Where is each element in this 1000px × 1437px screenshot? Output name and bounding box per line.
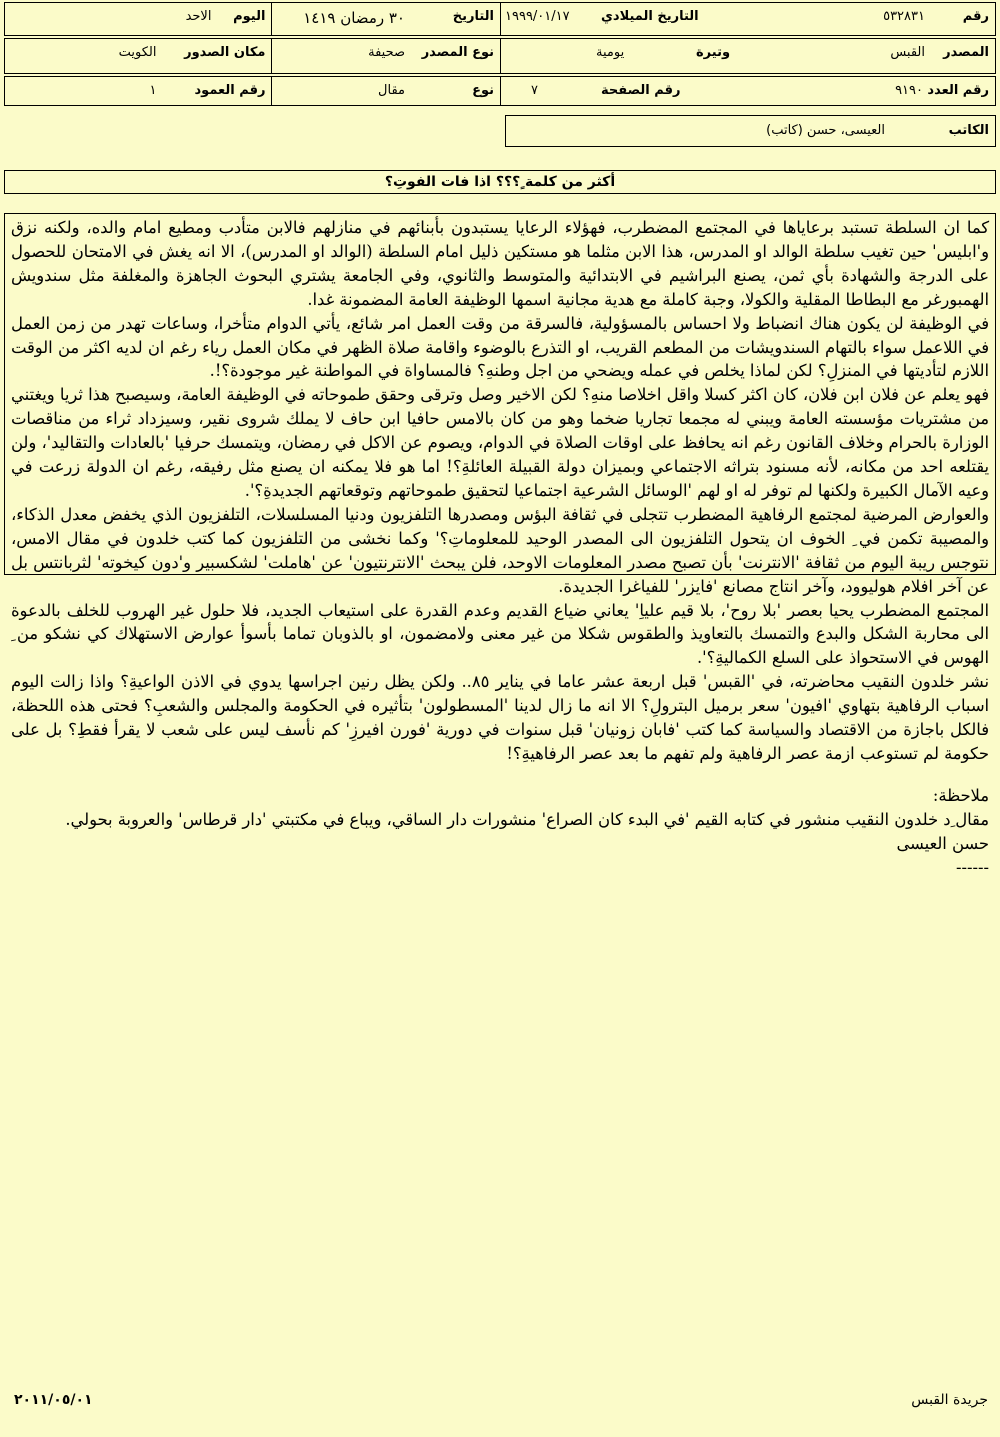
meta-source-cell	[500, 39, 995, 73]
issue-label: رقم العدد	[927, 83, 989, 98]
meta-row-1	[4, 2, 996, 36]
author-value: العيسى، حسن (كاتب)	[766, 123, 885, 138]
paragraph: في الوظيفة لن يكون هناك انضباط ولا احساس بالمسؤولية، فالسرقة من وقت العمل امر شائع، يأتي الدوام متأخرا، وساعات تهدر من زمن العمل في اللاعمل سواء بالتهام السندويشات من المطعم القريب، او التذرع بالوضوء واقامة صلاة الظهر في مكان العمل رياء رغم ان لديه اكثر من الوقت اللازم لتأديتها في المنزلِ؟ لكن لماذا يخلص في عمله ويضحي من اجل وطنهِ؟ فالمساواة في المواطنة غير موجودة؟!.	[11, 313, 989, 381]
hijri-date-label: التاريخ	[452, 9, 494, 24]
type-label: نوع	[472, 83, 494, 98]
meta-issue-cell	[500, 77, 995, 105]
meta-row-3	[4, 76, 996, 106]
meta-row-2	[4, 38, 996, 74]
meta-hijri-cell	[271, 3, 500, 35]
page-number-label: رقم الصفحة	[601, 83, 681, 98]
article-title: أكثر من كلمة ٍ؟؟؟ اذا فات الفوتِ؟	[4, 170, 996, 194]
frequency-value: يومية	[596, 45, 625, 60]
day-value: الاحد	[185, 9, 212, 24]
gregorian-date-label: التاريخ الميلادي	[601, 9, 699, 24]
meta-number-cell	[500, 3, 995, 35]
paragraph: المجتمع المضطرب يحيا بعصر 'بلا روح'، بلا قيم علياِ' يعاني ضياع القديم وعدم القدرة على استيعاب الجديد، فلا حلول غير الهروب للخلف بالدعوة الى محاربة الشكل والبدع والتمسك بالتعاويذ والطقوس شكلا من غير معنى ولامضمون، او بالذوبان تماما بأسوأ عوارض الاستهلاك كي نشكو من ِ الهوس في الاستحواذ على السلع الكماليةِ؟'.	[11, 600, 989, 668]
note-label: ملاحظة:	[932, 785, 989, 805]
signature: حسن العيسى	[896, 833, 989, 853]
hijri-date-value: ٣٠ رمضان ١٤١٩	[303, 9, 405, 27]
day-label: اليوم	[233, 9, 266, 24]
meta-source-type-cell	[271, 39, 500, 73]
paragraph: نشر خلدون النقيب محاضرته، في 'القبس' قبل اربعة عشر عاما في يناير ٨٥.. ولكن يظل رنين اجراسها يدوي في الاذن الواعيةِ؟ واذا زالت اليوم اسباب الرفاهية بتهاوي 'افيون' سعر برميل البترولِ؟ الا انه ما زال لدينا 'المسطولون' بتأثيره في الحكومة والمجلس والشعبِ؟ فحتى هذه اللحظة، فالكل باجازة من الاقتصاد والسياسة كما كتب 'فابان زونيان' قبل سنوات في دورية 'فورن افيرزِ' كم نأسف ليس على شعب لا يقرأ فقطِ؟ بل على حكومة لم تستوعب ازمة عصر الرفاهية ولم تفهم ما بعد عصر الرفاهيةِ؟!	[11, 672, 989, 763]
meta-day-cell	[5, 3, 271, 35]
place-label: مكان الصدور	[184, 45, 266, 60]
meta-type-cell	[271, 77, 500, 105]
paragraph: والعوارض المرضية لمجتمع الرفاهية المضطرب تتجلى في ثقافة البؤس ومصدرها التلفزيون ودنيا المسلسلات، التلفزيون الذي يخفض معدل الذكاء، والمصيبة تكمن في ِ الخوف ان يتحول التلفزيون الى المصدر الوحيد للمعلوماتِ؟' وكما نخشى من التلفزيون كما كتب خلدون في مقال الامس، نتوجس ريبة اليوم من ثقافة 'الانترنت' بأن تصبح مصدر المعلومات الاوحد، فلن يبحث 'الانترنتيون' عن 'هاملت' لشكسبير و'دون كيخوته' لثربانتس بل عن آخر افلام هوليوود، وآخر انتاج مصانع 'فايزر' للفياغرا الجديدة.	[11, 504, 989, 596]
note-text: مقال ِد خلدون النقيب منشور في كتابه القيم 'في البدء كان الصراع' منشورات دار الساقي، ويباع في مكتبتي 'دار قرطاس' والعروبة بحولي.	[65, 809, 989, 829]
author-label: الكاتب	[948, 123, 989, 138]
paragraph: كما ان السلطة تستبد برعاياها في المجتمع المضطرب، فهؤلاء الرعايا يستبدون بأبنائهم في منازلهم فالابن متأدب ومطيع امام والده، ولكنه نزق و'ابليس' حين تغيب سلطة الوالد او المدرس، هذا الابن مثلما هو مستكين ذليل امام السلطة (الوالد او المدرس)، الا انه يغش في الامتحان للحصول على الدرجة والشهادة بأي ثمن، يصنع البراشيم في الابتدائية والمتوسط والثانوي، وفي الجامعة يشتري البحوث الجاهزة والمغلفة مثل سندويش الهمبورغر مع البطاطا المقلية والكولا، وجبة كاملة مع هدية مجانية اسمها الوظيفة العامة المضمونة غدا.	[11, 218, 989, 309]
type-value: مقال	[378, 83, 405, 98]
frequency-label: وتيرة	[696, 45, 731, 60]
column-value: ١	[149, 83, 157, 98]
author-box	[505, 115, 996, 147]
footer-source: جريدة القبس	[911, 1392, 988, 1408]
column-label: رقم العمود	[194, 83, 266, 98]
meta-column-cell	[5, 77, 271, 105]
place-value: الكويت	[118, 45, 157, 60]
footer-date: ٢٠١١/٠٥/٠١	[14, 1392, 93, 1408]
meta-place-cell	[5, 39, 271, 73]
dashes: ------	[955, 857, 989, 877]
page-number-value: ٧	[531, 83, 538, 98]
source-value: القبس	[890, 45, 925, 60]
paragraph: فهو يعلم عن فلان ابن فلان، كان اكثر كسلا واقل اخلاصا منهِ؟ لكن الاخير وصل وترقى وحقق طموحاته في الوظيفة العامة، وسيصبح هذا ثريا ويغتني من مشتريات مؤسسته العامة ويبني له مجمعا تجاريا ضخما وهو من كان بالامس حافيا ابن حاف لا يملك شروى نقير، وسيزداد ثراء من مناقصات الوزارة بالحرام وخلاف القانون رغم انه يحافظ على اوقات الصلاة في الدوام، ويصوم عن الاكل في رمضان، ويتمسك حرفيا 'بالعادات والتقاليد'، ولن يقتلعه احد من مكانه، لأنه مسنود بتراثه الاجتماعي وبميزان دولة القبيلة العائلةِ؟! اما هو فلا يمكنه ان يصنع مثل رفيقه، رغم ان الدولة زرعت في وعيه الآمال الكبيرة ولكنها لم توفر له او لهم 'الوسائل الشرعية اجتماعيا لتحقيق طموحاتهم وتوقعاتهم الجديدةِ؟'.	[11, 385, 989, 500]
source-type-label: نوع المصدر	[421, 45, 494, 60]
source-type-value: صحيفة	[368, 45, 405, 60]
article-body	[4, 213, 996, 877]
gregorian-date-value: ١٩٩٩/٠١/١٧	[505, 9, 570, 24]
number-label: رقم	[962, 9, 989, 24]
source-label: المصدر	[943, 45, 989, 60]
number-value: ٥٣٢٨٣١	[883, 9, 925, 24]
issue-value: ٩١٩٠	[895, 83, 923, 98]
